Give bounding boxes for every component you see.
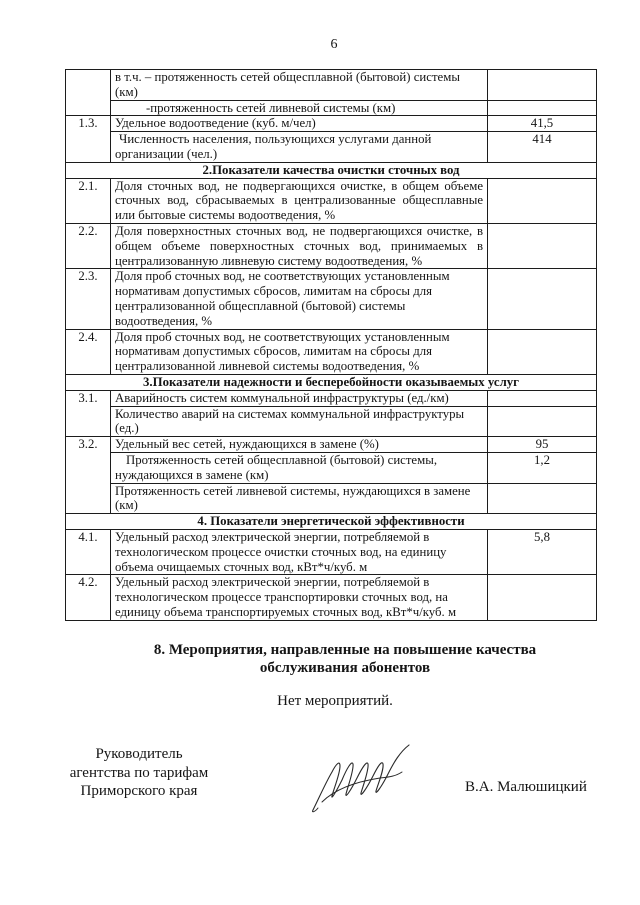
measures-heading-line: обслуживания абонентов xyxy=(259,660,431,676)
description-cell xyxy=(111,70,488,101)
description-cell xyxy=(111,100,488,116)
description-line: сточных вод, сбрасываемых в централизованные общесплавные xyxy=(115,193,483,208)
description-line: -протяженность сетей ливневой системы (км) xyxy=(146,100,396,115)
description-cell xyxy=(111,178,488,223)
description-line: (км) xyxy=(115,84,138,99)
signatory-name: В.А. Малюшицкий xyxy=(465,779,587,795)
table-row xyxy=(66,178,597,223)
row-number-cell: 4.1. xyxy=(66,529,111,574)
table-row xyxy=(66,132,597,163)
description-cell xyxy=(111,406,488,437)
description-line: централизованной общесплавной (бытовой) системы xyxy=(115,298,406,313)
description-line: Удельный расход электрической энергии, потребляемой в xyxy=(115,529,430,544)
table-row xyxy=(66,329,597,374)
description-cell xyxy=(111,132,488,163)
description-line: централизованной ливневой системы водоотведения, % xyxy=(115,359,420,374)
description-cell xyxy=(111,452,488,483)
value-cell xyxy=(488,575,597,620)
table-row xyxy=(66,575,597,620)
row-number-cell: 2.4. xyxy=(66,329,111,374)
table-row xyxy=(66,483,597,514)
row-number-cell: 1.3. xyxy=(66,116,111,162)
description-cell xyxy=(111,575,488,620)
description-line: Доля поверхностных сточных вод, не подвергающихся очистке, в xyxy=(115,223,483,238)
table-row xyxy=(66,70,597,101)
row-number-cell xyxy=(66,70,111,116)
description-line: Количество аварий на системах коммунальной инфраструктуры xyxy=(115,406,465,421)
section-heading-row xyxy=(66,374,597,390)
table-row xyxy=(66,529,597,574)
description-line: Численность населения, пользующихся услугами данной xyxy=(119,132,432,147)
table-row xyxy=(66,223,597,268)
value-cell xyxy=(488,390,597,406)
description-cell xyxy=(111,437,488,453)
signatory-position xyxy=(39,745,239,801)
table-row xyxy=(66,437,597,453)
indicators-table xyxy=(65,69,597,621)
page-number: 6 xyxy=(330,37,338,52)
table-row xyxy=(66,100,597,116)
value-cell xyxy=(488,100,597,116)
value-cell: 5,8 xyxy=(488,529,597,574)
description-line: или бытовые системы водоотведения, % xyxy=(115,208,336,223)
table-row xyxy=(66,452,597,483)
description-line: Доля проб сточных вод, не соответствующих установленным xyxy=(115,269,450,284)
row-number-cell: 3.2. xyxy=(66,437,111,514)
row-number-cell: 4.2. xyxy=(66,575,111,620)
description-cell xyxy=(111,390,488,406)
signatory-position-line: агентства по тарифам xyxy=(69,764,209,781)
description-line: Удельный расход электрической энергии, потребляемой в xyxy=(115,575,430,590)
measures-text: Нет мероприятий. xyxy=(277,693,393,709)
description-line: нормативам допустимых сбросов, лимитам на сбросы для xyxy=(115,344,433,359)
handwritten-signature xyxy=(310,742,412,814)
value-cell: 95 xyxy=(488,437,597,453)
description-cell xyxy=(111,329,488,374)
measures-heading xyxy=(90,641,600,677)
description-line: Удельный вес сетей, нуждающихся в замене (%) xyxy=(115,437,379,452)
section-heading-row xyxy=(66,162,597,178)
description-line: общем объеме поверхностных сточных вод, принимаемых в xyxy=(115,238,483,253)
value-cell xyxy=(488,406,597,437)
value-cell xyxy=(488,483,597,514)
table-row xyxy=(66,406,597,437)
description-line: Доля сточных вод, не подвергающихся очистке, в общем объеме xyxy=(115,178,483,193)
section-heading: 4. Показатели энергетической эффективности xyxy=(66,514,597,530)
description-line: объема очищаемых сточных вод, кВт*ч/куб. м xyxy=(115,559,368,574)
section-heading-row xyxy=(66,514,597,530)
value-cell xyxy=(488,178,597,223)
description-line: единицу объема транспортируемых сточных вод, кВт*ч/куб. м xyxy=(115,604,457,619)
signatory-position-line: Руководитель xyxy=(95,746,183,762)
row-number-cell: 2.3. xyxy=(66,269,111,329)
description-cell xyxy=(111,483,488,514)
description-line: технологическом процессе очистки сточных вод, на единицу xyxy=(115,544,447,559)
value-cell: 414 xyxy=(488,132,597,163)
description-line: Протяженность сетей ливневой системы, нуждающихся в замене xyxy=(115,483,471,498)
table-row xyxy=(66,390,597,406)
value-cell: 1,2 xyxy=(488,452,597,483)
section-heading: 3.Показатели надежности и бесперебойности оказываемых услуг xyxy=(66,374,597,390)
row-number-cell: 2.2. xyxy=(66,223,111,268)
value-cell xyxy=(488,269,597,329)
description-line: Протяженность сетей общесплавной (бытовой) системы, xyxy=(126,452,438,467)
description-line: (км) xyxy=(115,498,138,513)
description-line: Доля проб сточных вод, не соответствующих установленным xyxy=(115,329,450,344)
signatory-position-line: Приморского края xyxy=(80,783,198,799)
value-cell: 41,5 xyxy=(488,116,597,132)
description-line: нормативам допустимых сбросов, лимитам на сбросы для xyxy=(115,284,433,299)
section-heading: 2.Показатели качества очистки сточных вод xyxy=(66,162,597,178)
description-line: (ед.) xyxy=(115,421,139,436)
row-number-cell: 2.1. xyxy=(66,178,111,223)
value-cell xyxy=(488,70,597,101)
description-line: нуждающихся в замене (км) xyxy=(115,467,269,482)
description-cell xyxy=(111,529,488,574)
description-line: технологическом процессе транспортировки сточных вод, на xyxy=(115,590,448,605)
row-number-cell: 3.1. xyxy=(66,390,111,436)
description-line: Удельное водоотведение (куб. м/чел) xyxy=(115,116,316,131)
description-line: Аварийность систем коммунальной инфраструктуры (ед./км) xyxy=(115,390,449,405)
table-row xyxy=(66,116,597,132)
table-row xyxy=(66,269,597,329)
description-cell xyxy=(111,116,488,132)
description-line: в т.ч. – протяженность сетей общесплавной (бытовой) системы xyxy=(115,70,460,84)
description-line: централизованную ливневую систему водоотведения, % xyxy=(115,253,423,268)
value-cell xyxy=(488,223,597,268)
description-cell xyxy=(111,223,488,268)
measures-heading-line: 8. Мероприятия, направленные на повышение качества xyxy=(153,642,537,658)
description-cell xyxy=(111,269,488,329)
description-line: организации (чел.) xyxy=(115,146,218,161)
value-cell xyxy=(488,329,597,374)
description-line: водоотведения, % xyxy=(115,313,213,328)
